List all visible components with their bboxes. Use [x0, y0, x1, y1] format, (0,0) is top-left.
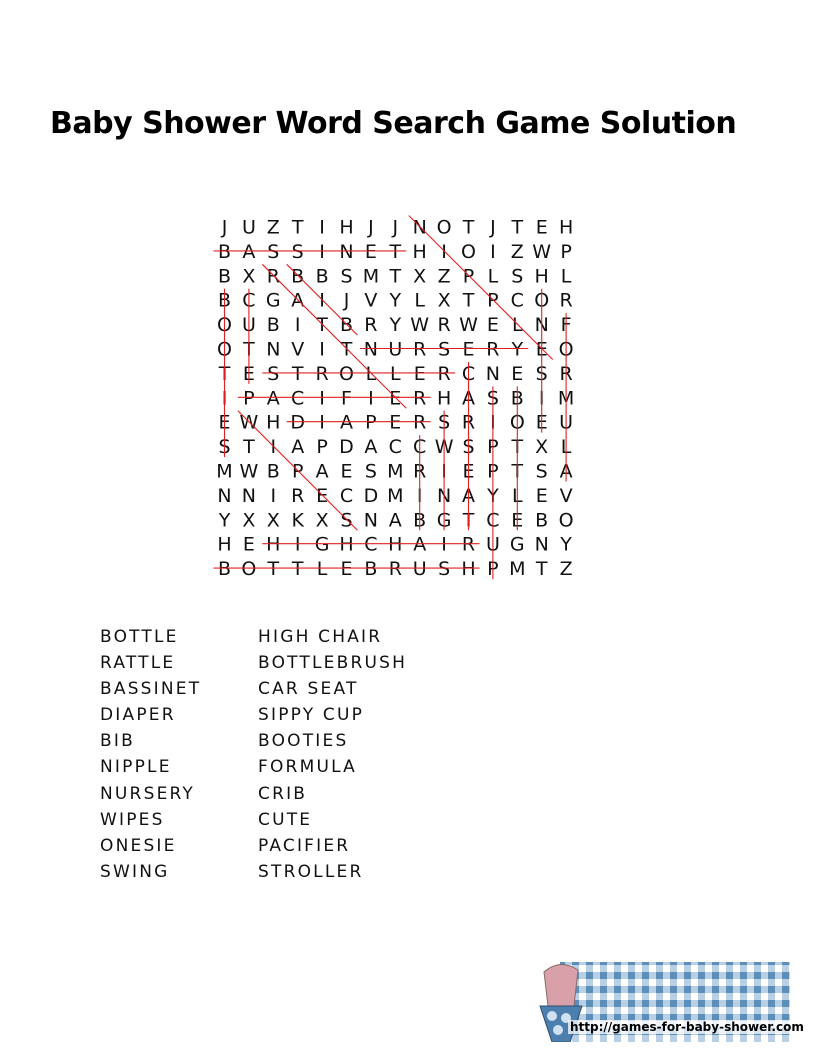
- grid-letter: X: [242, 265, 256, 288]
- grid-letter: L: [512, 314, 523, 337]
- grid-letter: N: [436, 484, 452, 507]
- grid-letter: Y: [389, 289, 402, 312]
- grid-letter: L: [560, 436, 572, 459]
- grid-letter: S: [291, 240, 304, 263]
- grid-letter: N: [485, 362, 501, 385]
- grid-letter: Y: [218, 509, 231, 532]
- grid-letter: S: [267, 362, 280, 385]
- grid-letter: E: [242, 362, 255, 385]
- grid-letter: W: [459, 314, 478, 337]
- grid-letter: C: [461, 362, 476, 385]
- grid-letter: U: [485, 533, 500, 556]
- grid-letter: B: [266, 460, 280, 483]
- grid-letter: J: [368, 216, 374, 239]
- grid-letter: U: [241, 314, 256, 337]
- grid-letter: P: [365, 411, 377, 434]
- grid-letter: S: [438, 558, 451, 581]
- grid-letter: W: [239, 460, 259, 483]
- grid-letter: O: [534, 289, 550, 312]
- word-list-item: RATTLE: [100, 653, 176, 674]
- grid-letter: E: [462, 460, 475, 483]
- grid-letter: X: [413, 265, 427, 288]
- grid-letter: C: [486, 509, 500, 532]
- grid-letter: L: [414, 289, 425, 312]
- solution-line: [262, 264, 406, 408]
- grid-letter: A: [559, 460, 573, 483]
- grid-letter: A: [315, 460, 329, 483]
- grid-letter: B: [315, 265, 329, 288]
- grid-letter: X: [535, 436, 549, 459]
- grid-letter: B: [364, 558, 378, 581]
- grid-letter: K: [291, 509, 304, 532]
- grid-letter: J: [343, 289, 350, 312]
- grid-letter: U: [388, 338, 403, 361]
- grid-letter: L: [560, 265, 572, 288]
- grid-letter: I: [270, 436, 277, 459]
- grid-letter: A: [291, 289, 305, 312]
- grid-letter: F: [560, 314, 572, 337]
- grid-letter: P: [316, 436, 328, 459]
- grid-letter: M: [387, 484, 404, 507]
- word-list-item: NURSERY: [100, 783, 196, 804]
- grid-letter: P: [487, 289, 499, 312]
- grid-letter: D: [363, 484, 379, 507]
- word-list-item: BOTTLEBRUSH: [258, 653, 408, 674]
- grid-letter: W: [239, 411, 259, 434]
- grid-letter: L: [365, 362, 377, 385]
- grid-letter: C: [388, 436, 402, 459]
- grid-letter: T: [291, 216, 304, 239]
- grid-letter: Y: [389, 314, 402, 337]
- grid-letter: M: [216, 460, 233, 483]
- word-list-item: SWING: [100, 861, 170, 882]
- grid-letter: E: [316, 484, 329, 507]
- grid-letter: S: [267, 240, 280, 263]
- grid-letter: P: [560, 240, 572, 263]
- grid-letter: T: [535, 558, 548, 581]
- grid-letter: S: [486, 387, 499, 410]
- grid-letter: T: [340, 338, 353, 361]
- grid-letter: O: [436, 216, 452, 239]
- grid-letter: O: [558, 509, 574, 532]
- grid-letter: J: [221, 216, 228, 239]
- grid-letter: L: [487, 265, 499, 288]
- grid-letter: W: [410, 314, 430, 337]
- grid-letter: U: [241, 216, 256, 239]
- grid-letter: T: [243, 338, 255, 361]
- grid-letter: O: [241, 558, 257, 581]
- grid-letter: I: [294, 314, 301, 337]
- grid-letter: I: [441, 460, 447, 483]
- grid-letter: U: [412, 558, 427, 581]
- grid-letter: E: [535, 411, 548, 434]
- grid-letter: I: [441, 240, 447, 263]
- grid-letter: R: [486, 338, 500, 361]
- grid-letter: E: [340, 460, 353, 483]
- grid-letter: T: [511, 436, 524, 459]
- grid-letter: R: [413, 387, 427, 410]
- grid-letter: N: [241, 484, 257, 507]
- grid-letter: S: [511, 265, 524, 288]
- grid-letter: H: [266, 411, 281, 434]
- grid-letter: T: [389, 240, 402, 263]
- grid-letter: E: [511, 509, 524, 532]
- grid-letter: B: [339, 314, 354, 337]
- grid-letter: N: [534, 533, 549, 556]
- grid-letter: R: [364, 314, 378, 337]
- grid-letter: E: [340, 558, 353, 581]
- word-list-item: DIAPER: [100, 705, 176, 726]
- grid-letter: S: [535, 362, 548, 385]
- grid-letter: B: [217, 240, 232, 263]
- grid-letter: L: [512, 484, 523, 507]
- grid-letter: P: [487, 558, 499, 581]
- grid-letter: Z: [559, 558, 573, 581]
- grid-letter: I: [319, 387, 325, 410]
- word-list-right: [258, 627, 407, 888]
- solution-line: [409, 216, 553, 360]
- grid-letter: E: [364, 240, 377, 263]
- grid-letter: E: [486, 314, 499, 337]
- word-list-item: WIPES: [100, 809, 165, 830]
- grid-letter: D: [339, 436, 354, 459]
- grid-letter: X: [266, 509, 280, 532]
- grid-letter: I: [319, 216, 325, 239]
- grid-letter: P: [291, 460, 304, 483]
- word-list-item: PACIFIER: [258, 835, 351, 856]
- grid-letter: E: [462, 338, 475, 361]
- word-list-left: [100, 627, 201, 888]
- grid-letter: X: [437, 289, 451, 312]
- grid-letter: O: [339, 362, 354, 385]
- grid-letter: G: [509, 533, 525, 556]
- grid-letter: C: [291, 387, 305, 410]
- solution-line: [287, 264, 358, 335]
- grid-letter: Z: [510, 240, 524, 263]
- grid-letter: H: [266, 533, 281, 556]
- grid-letter: I: [441, 533, 447, 556]
- grid-letter: H: [339, 533, 354, 556]
- grid-letter: X: [315, 509, 329, 532]
- grid-letter: H: [558, 216, 574, 239]
- grid-letter: N: [363, 509, 379, 532]
- grid-letter: J: [490, 216, 496, 239]
- grid-letter: B: [413, 509, 427, 532]
- grid-letter: R: [437, 362, 451, 385]
- grid-letter: B: [217, 558, 232, 581]
- grid-letter: P: [487, 460, 499, 483]
- grid-letter: T: [462, 216, 475, 239]
- grid-letter: I: [538, 387, 545, 410]
- grid-letter: T: [267, 558, 280, 581]
- grid-letter: B: [266, 314, 280, 337]
- grid-letter: L: [390, 362, 401, 385]
- grid-letter: S: [438, 411, 451, 434]
- grid-letter: T: [389, 265, 402, 288]
- grid-letter: J: [392, 216, 399, 239]
- grid-letter: V: [291, 338, 305, 361]
- grid-letter: A: [291, 436, 305, 459]
- grid-letter: B: [510, 387, 524, 410]
- grid-letter: P: [462, 265, 475, 288]
- grid-letter: N: [339, 240, 354, 263]
- grid-letter: A: [462, 484, 475, 507]
- grid-letter: S: [364, 460, 377, 483]
- ice-cream-top: [544, 964, 578, 1006]
- grid-letter: A: [462, 387, 475, 410]
- grid-letter: E: [389, 411, 402, 434]
- grid-letter: N: [412, 216, 427, 239]
- grid-letter: B: [217, 265, 232, 288]
- grid-letter: I: [221, 387, 228, 410]
- grid-letter: L: [316, 558, 328, 581]
- grid-letter: H: [436, 387, 452, 410]
- grid-letter: Y: [560, 533, 572, 556]
- grid-letter: I: [319, 289, 325, 312]
- grid-letter: B: [291, 265, 305, 288]
- grid-letter: R: [413, 338, 427, 361]
- grid-letter: A: [242, 240, 256, 263]
- grid-letter: Y: [487, 484, 499, 507]
- grid-letter: R: [437, 314, 451, 337]
- grid-letter: I: [319, 240, 325, 263]
- grid-letter: F: [341, 387, 352, 410]
- grid-letter: A: [388, 509, 402, 532]
- grid-letter: O: [509, 411, 525, 434]
- grid-letter: R: [315, 362, 329, 385]
- grid-letter: I: [490, 240, 496, 263]
- grid-letter: S: [218, 436, 231, 459]
- grid-letter: H: [217, 533, 232, 556]
- grid-letter: G: [265, 289, 281, 312]
- grid-letter: E: [413, 362, 426, 385]
- grid-letter: R: [266, 265, 280, 288]
- grid-letter: I: [294, 533, 301, 556]
- grid-letter: O: [217, 314, 232, 337]
- grid-letter: I: [368, 387, 374, 410]
- grid-letter: V: [559, 484, 573, 507]
- grid-letter: S: [340, 509, 353, 532]
- word-list-item: BASSINET: [100, 679, 202, 700]
- grid-letter: U: [559, 411, 574, 434]
- page-title: Baby Shower Word Search Game Solution: [50, 106, 737, 141]
- word-list-item: CUTE: [258, 809, 313, 830]
- grid-letter: T: [316, 314, 328, 337]
- grid-letter: S: [340, 265, 353, 288]
- grid-letter: A: [413, 533, 427, 556]
- grid-letter: W: [532, 240, 552, 263]
- grid-letter: H: [461, 558, 476, 581]
- grid-letter: O: [461, 240, 476, 263]
- grid-letter: Z: [266, 216, 280, 239]
- grid-letter: H: [412, 240, 427, 263]
- solution-lines: [214, 216, 567, 580]
- grid-letter: M: [362, 265, 380, 288]
- grid-letter: V: [364, 289, 378, 312]
- grid-letter: E: [511, 362, 524, 385]
- word-list-item: NIPPLE: [100, 757, 172, 778]
- grid-letter: R: [388, 558, 402, 581]
- grid-letter: T: [218, 362, 231, 385]
- grid-letter: I: [319, 411, 325, 434]
- grid-letter: C: [242, 289, 256, 312]
- grid-letter: G: [314, 533, 330, 556]
- grid-letter: A: [364, 436, 378, 459]
- website-url[interactable]: http://games-for-baby-shower.com: [570, 1020, 804, 1034]
- grid-letter: T: [291, 558, 304, 581]
- grid-letter: R: [291, 484, 305, 507]
- grid-letter: C: [510, 289, 524, 312]
- word-list-item: STROLLER: [258, 861, 364, 882]
- grid-letter: P: [243, 387, 255, 410]
- grid-letter: G: [436, 509, 452, 532]
- grid-letter: E: [535, 484, 548, 507]
- grid-letter: S: [462, 436, 475, 459]
- word-list-item: SIPPY CUP: [258, 705, 365, 726]
- word-list-item: FORMULA: [258, 757, 357, 778]
- word-list-item: BOTTLE: [100, 627, 179, 647]
- grid-letter: E: [389, 387, 402, 410]
- grid-letter: M: [509, 558, 526, 581]
- grid-letter: T: [511, 460, 524, 483]
- grid-letter: W: [434, 436, 454, 459]
- grid-letter: M: [557, 387, 575, 410]
- grid-letter: D: [290, 411, 306, 434]
- grid-letter: Y: [511, 338, 524, 361]
- grid-letter: T: [243, 436, 255, 459]
- grid-letter: Z: [437, 265, 451, 288]
- grid-letter: T: [511, 216, 524, 239]
- word-list-item: HIGH CHAIR: [258, 627, 383, 647]
- grid-letter: N: [363, 338, 379, 361]
- word-list-item: CAR SEAT: [258, 679, 359, 700]
- word-list-item: ONESIE: [100, 835, 177, 856]
- grid-letter: E: [535, 216, 548, 239]
- word-list-item: BOOTIES: [258, 731, 349, 752]
- grid-letter: I: [270, 484, 277, 507]
- word-list-item: CRIB: [258, 783, 308, 804]
- grid-letter: I: [416, 484, 423, 507]
- grid-letter: H: [534, 265, 549, 288]
- grid-letter: R: [559, 289, 573, 312]
- grid-letter: B: [217, 289, 232, 312]
- grid-letter: R: [559, 362, 573, 385]
- grid-letter: E: [218, 411, 231, 434]
- grid-letter: S: [438, 338, 451, 361]
- grid-letter: R: [413, 460, 427, 483]
- grid-letter: X: [242, 509, 256, 532]
- grid-letter: T: [291, 362, 304, 385]
- grid-letter: O: [558, 338, 574, 361]
- grid-letter: T: [462, 289, 475, 312]
- grid-letter: H: [388, 533, 403, 556]
- grid-letter: A: [266, 387, 280, 410]
- grid-letter: E: [242, 533, 255, 556]
- grid-letters: [216, 217, 574, 581]
- grid-letter: N: [217, 484, 232, 507]
- grid-letter: N: [266, 338, 281, 361]
- grid-letter: C: [339, 484, 354, 507]
- grid-letter: P: [487, 436, 499, 459]
- grid-letter: R: [413, 411, 427, 434]
- grid-letter: R: [461, 411, 476, 434]
- grid-letter: A: [340, 411, 353, 434]
- grid-letter: B: [535, 509, 549, 532]
- grid-letter: H: [339, 216, 354, 239]
- solution-line: [238, 411, 358, 531]
- grid-letter: C: [413, 436, 427, 459]
- grid-letter: T: [462, 509, 475, 532]
- word-list-item: BIB: [100, 731, 135, 752]
- grid-letter: C: [364, 533, 378, 556]
- grid-letter: E: [535, 338, 548, 361]
- grid-letter: N: [534, 314, 549, 337]
- grid-letter: I: [490, 411, 496, 434]
- grid-letter: M: [387, 460, 404, 483]
- grid-letter: I: [319, 338, 325, 361]
- grid-letter: R: [461, 533, 476, 556]
- grid-letter: O: [217, 338, 232, 361]
- grid-letter: S: [535, 460, 548, 483]
